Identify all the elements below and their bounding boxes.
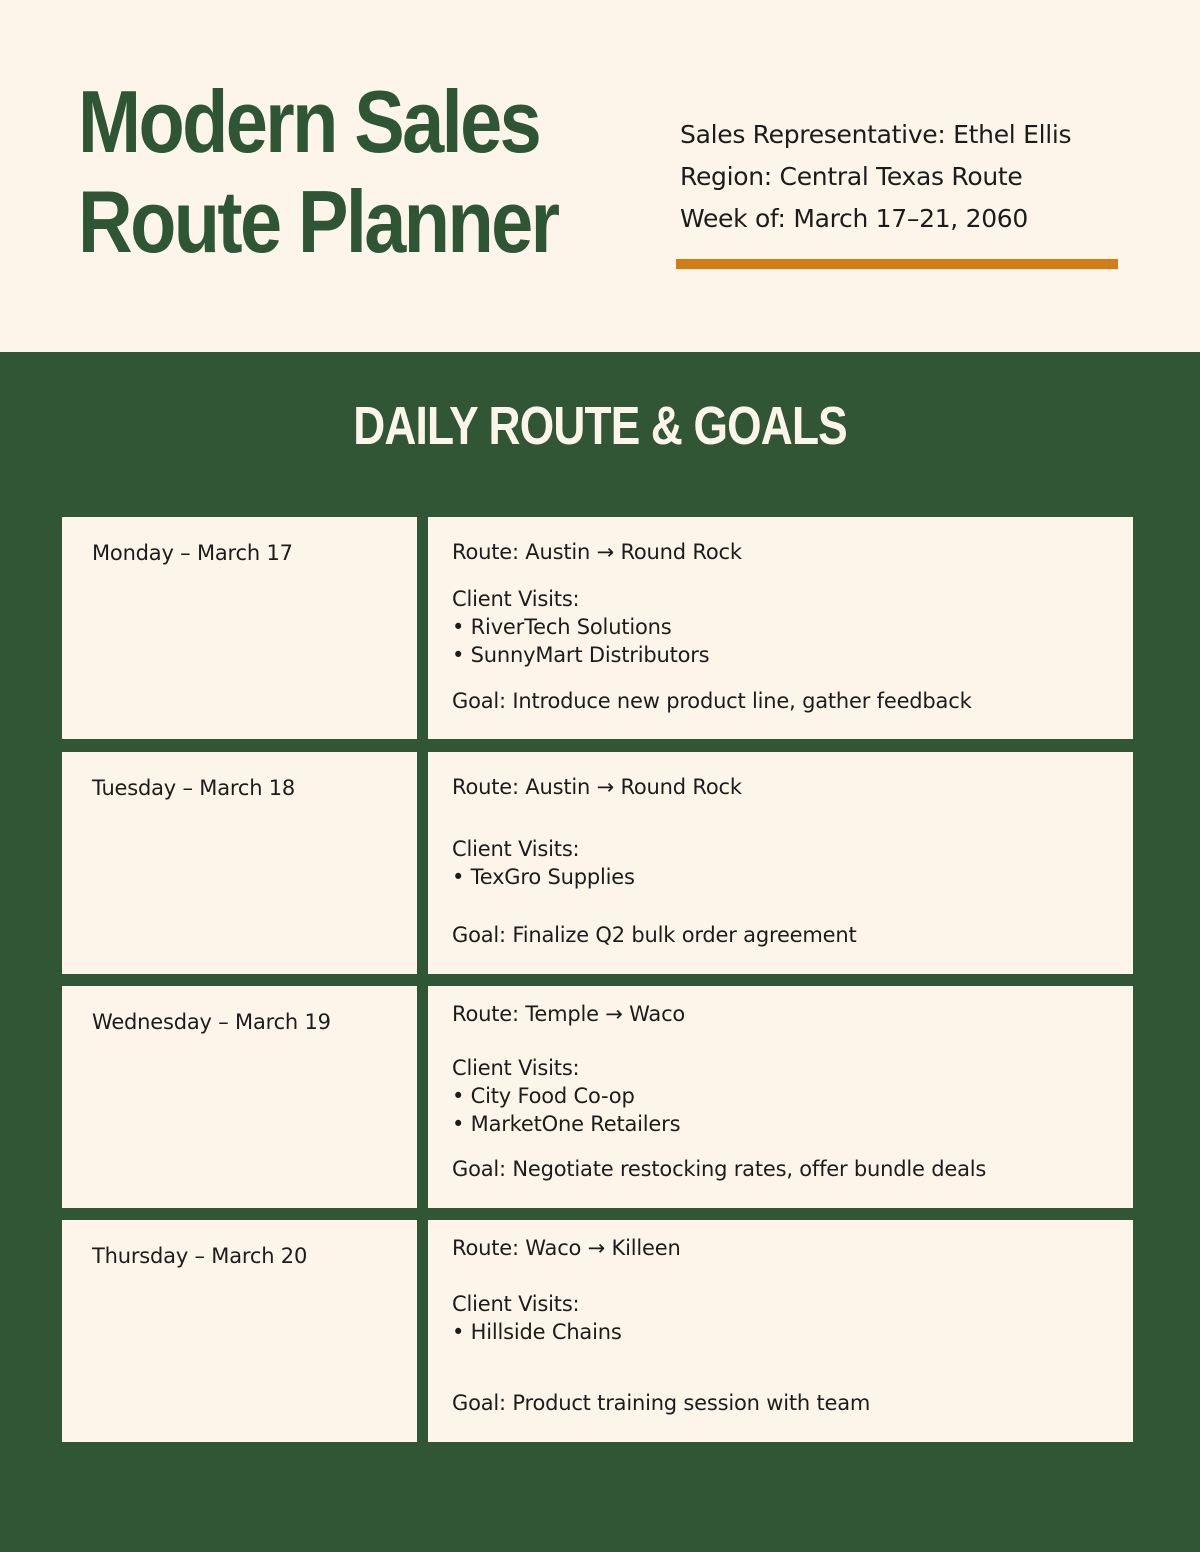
client-item: • RiverTech Solutions: [452, 615, 672, 639]
daily-route-section: [0, 352, 1200, 1552]
client-item: • SunnyMart Distributors: [452, 643, 710, 667]
route: Route: Austin → Round Rock: [452, 775, 742, 799]
route: Route: Austin → Round Rock: [452, 540, 742, 564]
section-title-text: DAILY ROUTE & GOALS: [353, 396, 847, 456]
client-item: • TexGro Supplies: [452, 865, 635, 889]
accent-divider: [676, 259, 1118, 269]
header: [0, 0, 1200, 352]
detail-cell: [428, 752, 1133, 974]
detail-cell: [428, 517, 1133, 739]
day-row-monday: [0, 517, 1200, 739]
day-cell: [62, 986, 417, 1208]
detail-cell: [428, 1220, 1133, 1442]
client-visits-label: Client Visits:: [452, 587, 580, 611]
goal: Goal: Finalize Q2 bulk order agreement: [452, 923, 857, 947]
section-title: [0, 394, 1200, 458]
day-row-thursday: [0, 1220, 1200, 1442]
client-item: • MarketOne Retailers: [452, 1112, 681, 1136]
goal: Goal: Negotiate restocking rates, offer bundle deals: [452, 1157, 987, 1181]
client-item: • Hillside Chains: [452, 1320, 622, 1344]
detail-cell: [428, 986, 1133, 1208]
day-label: Wednesday – March 19: [92, 1010, 331, 1034]
route: Route: Temple → Waco: [452, 1002, 686, 1026]
page-title: [78, 72, 560, 272]
client-item: • City Food Co-op: [452, 1084, 635, 1108]
title-line-1: Modern Sales: [78, 72, 540, 171]
day-cell: [62, 517, 417, 739]
day-label: Monday – March 17: [92, 541, 293, 565]
day-row-tuesday: [0, 752, 1200, 974]
week-of: Week of: March 17–21, 2060: [680, 204, 1029, 233]
title-line-2: Route Planner: [78, 172, 558, 271]
planner-meta: [680, 114, 1140, 240]
client-visits-label: Client Visits:: [452, 837, 580, 861]
day-label: Thursday – March 20: [92, 1244, 308, 1268]
sales-representative: Sales Representative: Ethel Ellis: [680, 120, 1072, 149]
goal: Goal: Product training session with team: [452, 1391, 871, 1415]
region: Region: Central Texas Route: [680, 162, 1023, 191]
route: Route: Waco → Killeen: [452, 1236, 681, 1260]
client-visits-label: Client Visits:: [452, 1056, 580, 1080]
day-cell: [62, 752, 417, 974]
day-cell: [62, 1220, 417, 1442]
client-visits-label: Client Visits:: [452, 1292, 580, 1316]
day-label: Tuesday – March 18: [92, 776, 296, 800]
goal: Goal: Introduce new product line, gather feedback: [452, 689, 972, 713]
day-row-wednesday: [0, 986, 1200, 1208]
